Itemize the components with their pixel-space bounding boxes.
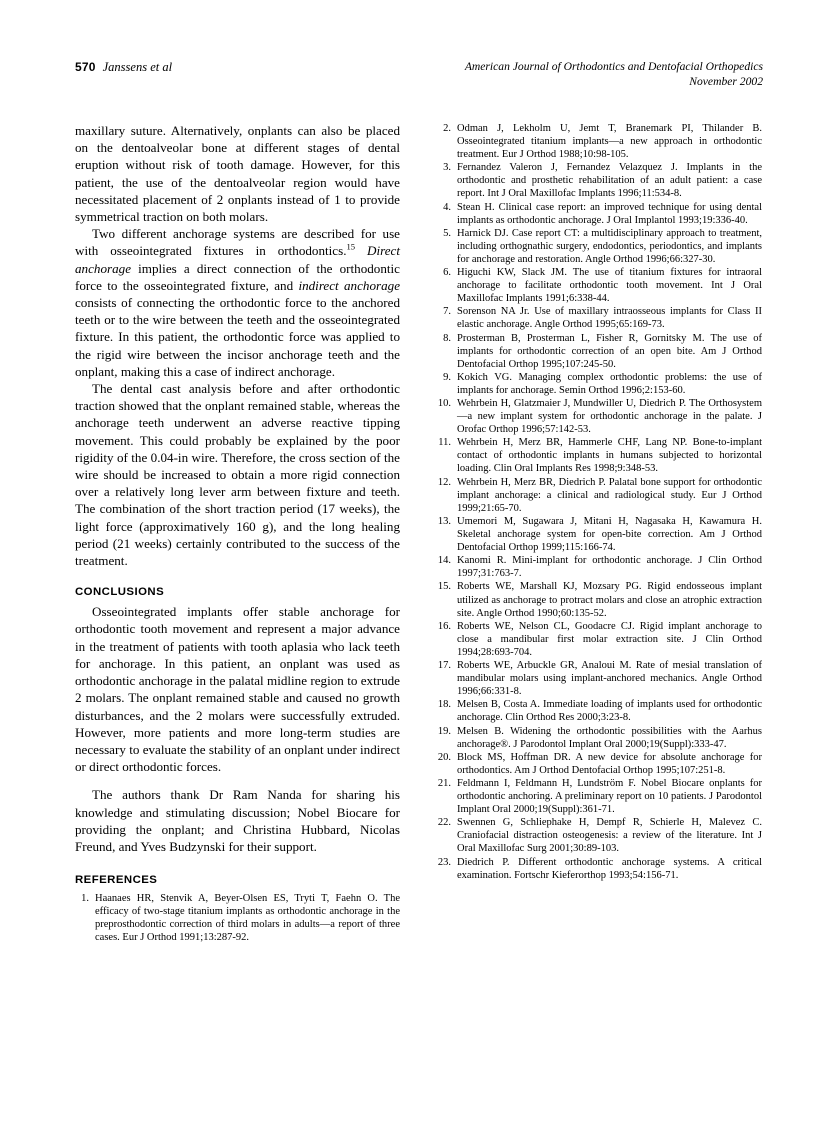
reference-number: 2. [443,123,451,134]
term-direct-anchorage: Direct anchorage [75,243,400,276]
running-head-right [465,60,763,89]
journal-title: American Journal of Orthodontics and Dentofacial Orthopedics [464,60,763,73]
reference-number: 15. [437,581,451,593]
reference-number: 19. [437,725,451,737]
running-head-left [75,60,172,75]
reference-text: Swennen G, Schliephake H, Dempf R, Schierle H, Malevez C. Craniofacial distraction osteogenesis: a review of the literature. Int J Oral Maxillofac Surg 2001;30:89-103. [457,817,762,855]
conclusions-paragraph: Osseointegrated implants offer stable anchorage for orthodontic tooth movement and represent a major advance in the treatment of patients with tooth aplasia who lack teeth for anchorage. In this patient, an onplant was used as orthodontic anchorage in the palatal midline region to extrude 2 molars. The onplant remained stable and caused no growth disturbances, and the 2 molars were successfully extruded. However, more patients and more long-term studies are necessary to evaluate the stability of an onplant under indirect or direct orthodontic forces. [75,604,400,775]
reference-text: Prosterman B, Prosterman L, Fisher R, Gornitsky M. The use of implants for orthodontic correction of an open bite. Am J Orthod Dentofacial Orthop 1995;107:245-50. [457,332,762,370]
reference-number: 23. [437,856,451,868]
reference-list-left [75,892,400,944]
reference-number: 22. [437,817,451,829]
reference-item [437,580,762,619]
conclusions-heading: CONCLUSIONS [75,586,165,599]
paragraph-2-text-2: implies a direct connection of the orthodontic force to the osseointegrated fixture, and [75,260,400,293]
reference-text: Feldmann I, Feldmann H, Lundström F. Nobel Biocare onplants for orthodontic anchoring. A preliminary report on 10 patients. J Parodontol Implant Oral 2000;19(Suppl):361-71. [457,778,762,816]
reference-text: Roberts WE, Nelson CL, Goodacre CJ. Rigid implant anchorage to close a mandibular first molar extraction site. J Clin Orthod 1994;28:693-704. [457,620,762,658]
reference-text: Kanomi R. Mini-implant for orthodontic anchorage. J Clin Orthod 1997;31:763-7. [457,555,762,580]
reference-text: Wehrbein H, Glatzmaier J, Mundwiller U, Diedrich P. The Orthosystem—a new implant system for orthodontic anchorage in the palate. J Orofac Orthop 1996;57:142-53. [457,398,762,436]
reference-number: 13. [437,515,451,527]
reference-number: 12. [437,476,451,488]
reference-number: 7. [443,306,451,318]
reference-item [437,751,762,777]
reference-item [437,816,762,855]
reference-item [437,659,762,698]
reference-item [75,892,400,944]
reference-number: 1. [81,893,89,905]
term-indirect-anchorage: indirect anchorage [298,277,401,293]
reference-number: 5. [443,227,451,239]
reference-number: 16. [437,620,451,632]
reference-item [437,305,762,331]
reference-item [437,397,762,436]
reference-number: 9. [443,371,451,383]
issue-date: November 2002 [689,74,763,88]
paragraph-2-text-3: consists of connecting the orthodontic force to the anchored teeth or to the wire between the teeth and the osseointegrated fixture. In this patient, the orthodontic force was applied to the rigid wire between the incisor anchorage teeth and the onplant, making this a case of indirect anchorage. [75,295,400,379]
reference-text: Melsen B. Widening the orthodontic possibilities with the Aarhus anchorage®. J Parodontol Implant Oral 2000;19(Suppl):333-47. [457,725,762,750]
left-column [75,122,400,945]
reference-item [437,725,762,751]
running-head-authors: Janssens et al [102,60,173,74]
reference-item [437,201,762,227]
reference-number: 6. [443,267,451,279]
reference-item [437,777,762,816]
reference-number: 8. [443,332,451,344]
references-heading: REFERENCES [75,874,158,887]
reference-text: Higuchi KW, Slack JM. The use of titanium fixtures for intraoral anchorage to facilitate orthodontic tooth movement. Int J Oral Maxillofac Implants 1991;6:338-44. [457,267,762,305]
reference-text: Wehrbein H, Merz BR, Diedrich P. Palatal bone support for orthodontic implant anchorage: a clinical and radiological study. Eur J Orthod 1999;21:65-70. [457,476,762,514]
reference-text: Diedrich P. Different orthodontic anchorage systems. A critical examination. Fortschr Kieferorthop 1993;54:156-71. [457,856,762,881]
reference-text: Stean H. Clinical case report: an improved technique for using dental implants as orthodontic anchorage. J Oral Implantol 1993;19:336-40. [457,201,762,226]
reference-text: Roberts WE, Arbuckle GR, Analoui M. Rate of mesial translation of mandibular molars using implant-anchored mechanics. Angle Orthod 1996;66:331-8. [457,660,762,698]
reference-text: Harnick DJ. Case report CT: a multidisciplinary approach to treatment, including orthognathic surgery, endodontics, periodontics, and implants for anchorage and restoration. Angle Orthod 1996;66:327-30. [457,227,762,265]
reference-item [437,436,762,475]
reference-text: Sorenson NA Jr. Use of maxillary intraosseous implants for Class II elastic anchorage. Angle Orthod 1995;65:169-73. [457,306,762,331]
running-head [75,60,763,106]
reference-text: Wehrbein H, Merz BR, Hammerle CHF, Lang NP. Bone-to-implant contact of orthodontic implants in humans subjected to horizontal loading. Clin Oral Implants Res 1998;9:348-53. [457,437,762,475]
reference-number: 3. [443,162,451,174]
reference-item [437,227,762,266]
body-paragraph-2 [75,225,400,380]
reference-text: Melsen B, Costa A. Immediate loading of implants used for orthodontic anchorage. Clin Orthod Res 2000;3:23-8. [457,699,762,724]
reference-item [437,371,762,397]
paragraph-2-text-1: Two different anchorage systems are described for use with osseointegrated fixtures in orthodontics. [75,226,400,259]
reference-number: 17. [437,660,451,672]
reference-number: 11. [438,437,451,449]
reference-text: Haanaes HR, Stenvik A, Beyer-Olsen ES, Tryti T, Faehn O. The efficacy of two-stage titanium implants as orthodontic anchorage in the preprosthodontic correction of third molars in adults—a report of three cases. Eur J Orthod 1991;13:287-92. [95,893,400,944]
reference-item [437,856,762,882]
reference-text: Roberts WE, Marshall KJ, Mozsary PG. Rigid endosseous implant utilized as anchorage to protract molars and close an atrophic extraction site. Angle Orthod 1990;60:135-52. [457,581,762,619]
reference-number: 21. [437,778,451,790]
reference-number: 4. [443,201,451,213]
reference-number: 20. [437,751,451,763]
citation-marker-15: 15 [346,242,356,253]
reference-number: 10. [437,398,451,410]
reference-number: 14. [437,555,451,567]
reference-text: Block MS, Hoffman DR. A new device for absolute anchorage for orthodontics. Am J Orthod Dentofacial Orthop 1995;107:251-8. [457,751,762,776]
page-number: 570 [75,60,96,74]
reference-text: Umemori M, Sugawara J, Mitani H, Nagasaka H, Kawamura H. Skeletal anchorage system for open-bite correction. Am J Orthod Dentofacial Orthop 1999;115:166-74. [457,515,762,554]
reference-item [437,515,762,554]
acknowledgment-paragraph: The authors thank Dr Ram Nanda for sharing his knowledge and stimulating discussion; Nobel Biocare for providing the onplant; and Christina Hubbard, Nicolas Freund, and Yves Budzynski for their support. [75,787,400,854]
reference-item [437,554,762,580]
reference-item [437,620,762,659]
reference-number: 18. [437,699,451,711]
reference-text: Kokich VG. Managing complex orthodontic problems: the use of implants for anchorage. Semin Orthod 1996;2:153-60. [457,371,762,396]
reference-list-right [437,122,762,882]
body-paragraph-1: maxillary suture. Alternatively, onplants can also be placed on the dentoalveolar bone at different stages of dental eruption without risk of tooth damage. However, for this patient, the use of the dentoalveolar region would have necessitated placement of 2 onplants instead of 1 to provide symmetrical traction on both molars. [75,123,400,225]
reference-item [437,332,762,371]
reference-text: Fernandez Valeron J, Fernandez Velazquez J. Implants in the orthodontic and prosthetic rehabilitation of an adult patient: a case report. Int J Oral Maxillofac Implants 1996;11:534-8. [457,162,762,200]
right-column [437,122,762,882]
reference-item [437,122,762,161]
reference-item [437,266,762,305]
reference-item [437,161,762,200]
reference-item [437,698,762,724]
reference-text: Odman J, Lekholm U, Jemt T, Branemark PI, Thilander B. Osseointegrated titanium implants—a new approach in orthodontic treatment. Eur J Orthod 1988;10:98-105. [457,123,762,161]
reference-item [437,476,762,515]
body-paragraph-3: The dental cast analysis before and after orthodontic traction showed that the onplant remained stable, whereas the anchorage teeth underwent an adverse reactive tipping movement. This could probably be explained by the poor rigidity of the 0.04-in wire. Therefore, the cross section of the wire should be increased to obtain a more rigid connection over a relatively long lever arm between fixture and teeth. The combination of the short traction period (17 weeks), the light force (approximatively 160 g), and the long healing period (21 weeks) certainly contributed to the success of the treatment. [75,381,400,569]
